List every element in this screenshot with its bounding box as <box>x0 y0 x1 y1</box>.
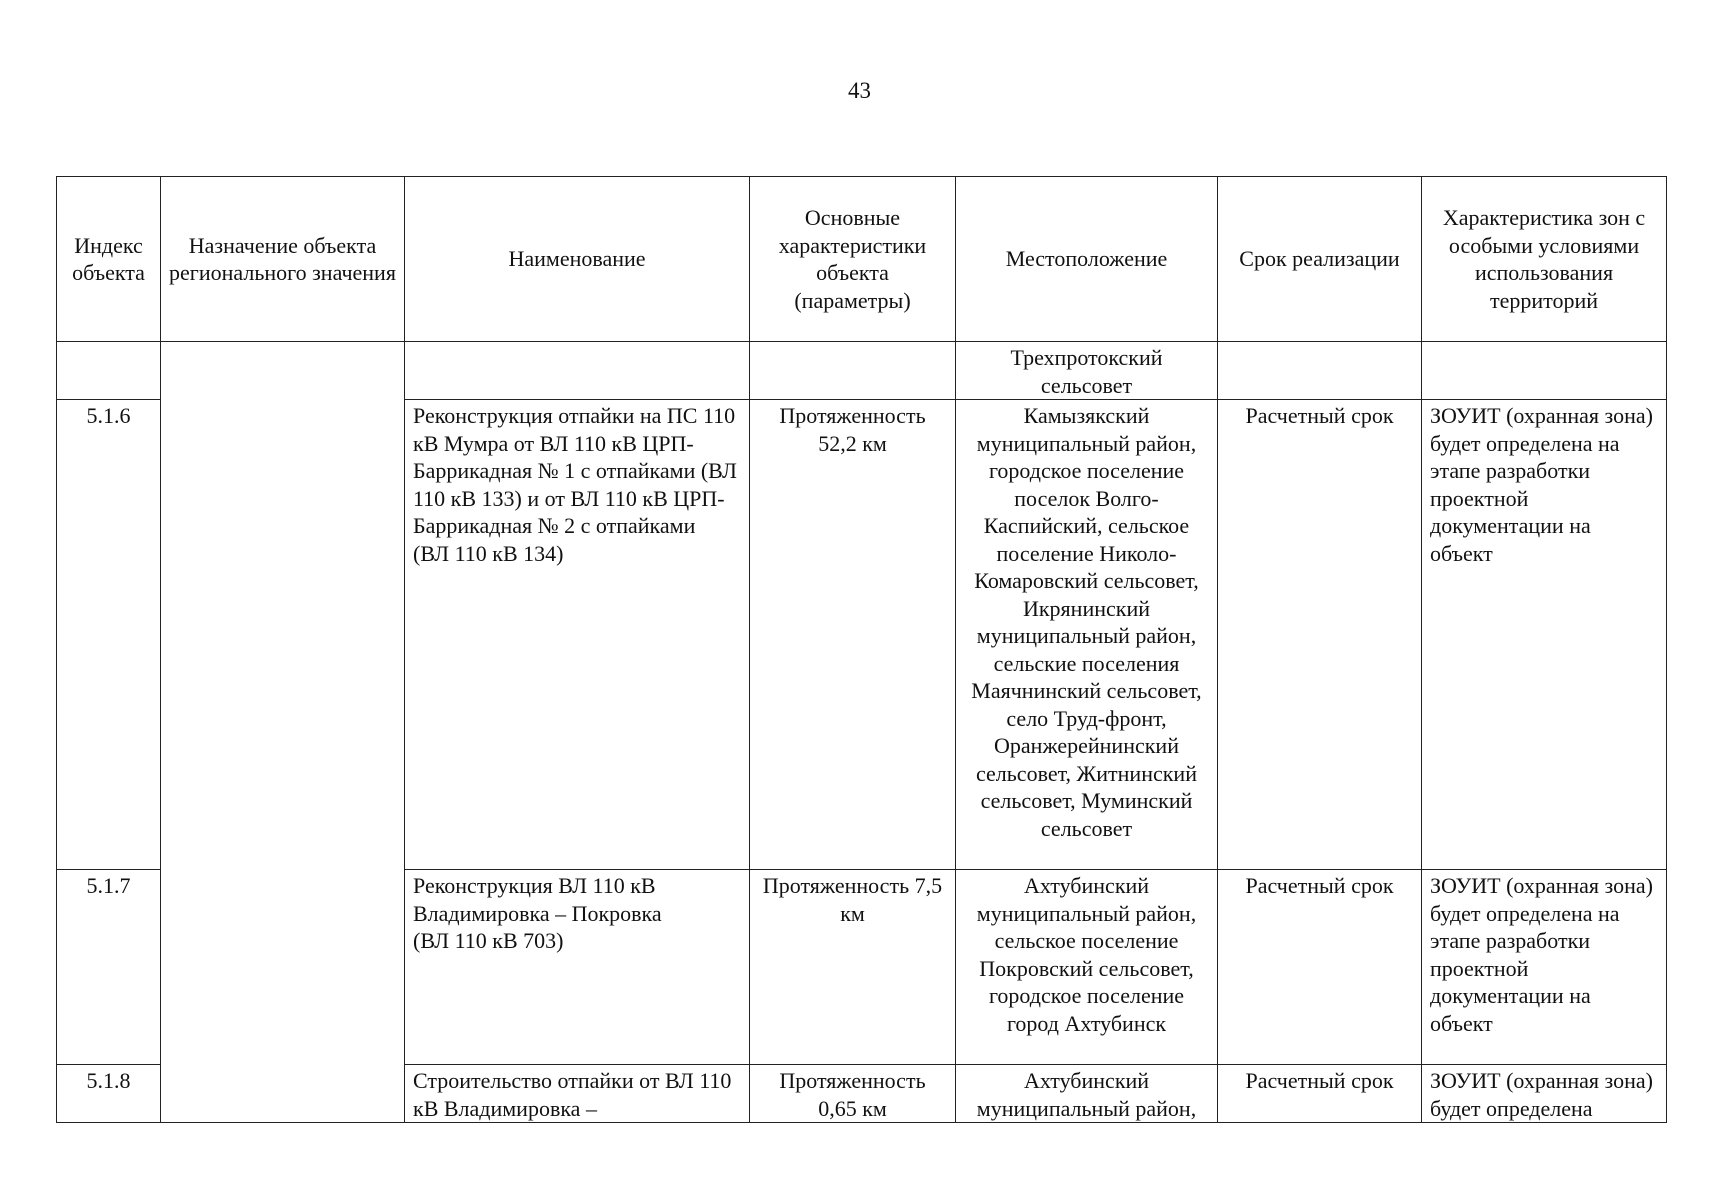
cell-deadline: Расчетный срок <box>1218 400 1422 870</box>
header-params: Основные характеристики объекта (параметры) <box>750 177 956 342</box>
cell-params: Протяженность 0,65 км <box>750 1065 956 1123</box>
cell-index: 5.1.6 <box>57 400 161 870</box>
cell-purpose <box>161 342 405 1123</box>
header-purpose: Назначение объекта регионального значения <box>161 177 405 342</box>
cell-name: Реконструкция ВЛ 110 кВ Владимировка – Покровка (ВЛ 110 кВ 703) <box>405 870 750 1065</box>
cell-name <box>405 342 750 400</box>
cell-deadline: Расчетный срок <box>1218 870 1422 1065</box>
header-name: Наименование <box>405 177 750 342</box>
cell-index: 5.1.7 <box>57 870 161 1065</box>
cell-location: Трехпротокский сельсовет <box>956 342 1218 400</box>
header-index: Индекс объекта <box>57 177 161 342</box>
cell-index: 5.1.8 <box>57 1065 161 1123</box>
cell-name: Строительство отпайки от ВЛ 110 кВ Владимировка – <box>405 1065 750 1123</box>
header-location: Местоположение <box>956 177 1218 342</box>
cell-zones: ЗОУИТ (охранная зона) будет определена на этапе разработки проектной документации на объект <box>1422 870 1667 1065</box>
objects-table <box>56 176 1667 1123</box>
cell-index <box>57 342 161 400</box>
table-header-row <box>57 177 1667 342</box>
cell-location: Ахтубинский муниципальный район, сельское поселение Покровский сельсовет, городское поселение город Ахтубинск <box>956 870 1218 1065</box>
cell-deadline <box>1218 342 1422 400</box>
cell-name: Реконструкция отпайки на ПС 110 кВ Мумра от ВЛ 110 кВ ЦРП-Баррикадная № 1 с отпайками (ВЛ 110 кВ 133) и от ВЛ 110 кВ ЦРП-Баррикадная № 2 с отпайками (ВЛ 110 кВ 134) <box>405 400 750 870</box>
cell-location: Ахтубинский муниципальный район, <box>956 1065 1218 1123</box>
table-row-continuation <box>57 342 1667 400</box>
cell-location: Камызякский муниципальный район, городское поселение поселок Волго-Каспийский, сельское поселение Николо-Комаровский сельсовет, Икрянинский муниципальный район, сельские поселения Маячнинский сельсовет, село Труд-фронт, Оранжерейнинский сельсовет, Житнинский сельсовет, Муминский сельсовет <box>956 400 1218 870</box>
cell-params: Протяженность 52,2 км <box>750 400 956 870</box>
page-number: 43 <box>848 78 871 103</box>
cell-deadline: Расчетный срок <box>1218 1065 1422 1123</box>
cell-zones <box>1422 342 1667 400</box>
cell-params <box>750 342 956 400</box>
header-deadline: Срок реализации <box>1218 177 1422 342</box>
header-zones: Характеристика зон с особыми условиями использования территорий <box>1422 177 1667 342</box>
cell-params: Протяженность 7,5 км <box>750 870 956 1065</box>
cell-zones: ЗОУИТ (охранная зона) будет определена на этапе разработки проектной документации на объект <box>1422 400 1667 870</box>
cell-zones: ЗОУИТ (охранная зона) будет определена <box>1422 1065 1667 1123</box>
